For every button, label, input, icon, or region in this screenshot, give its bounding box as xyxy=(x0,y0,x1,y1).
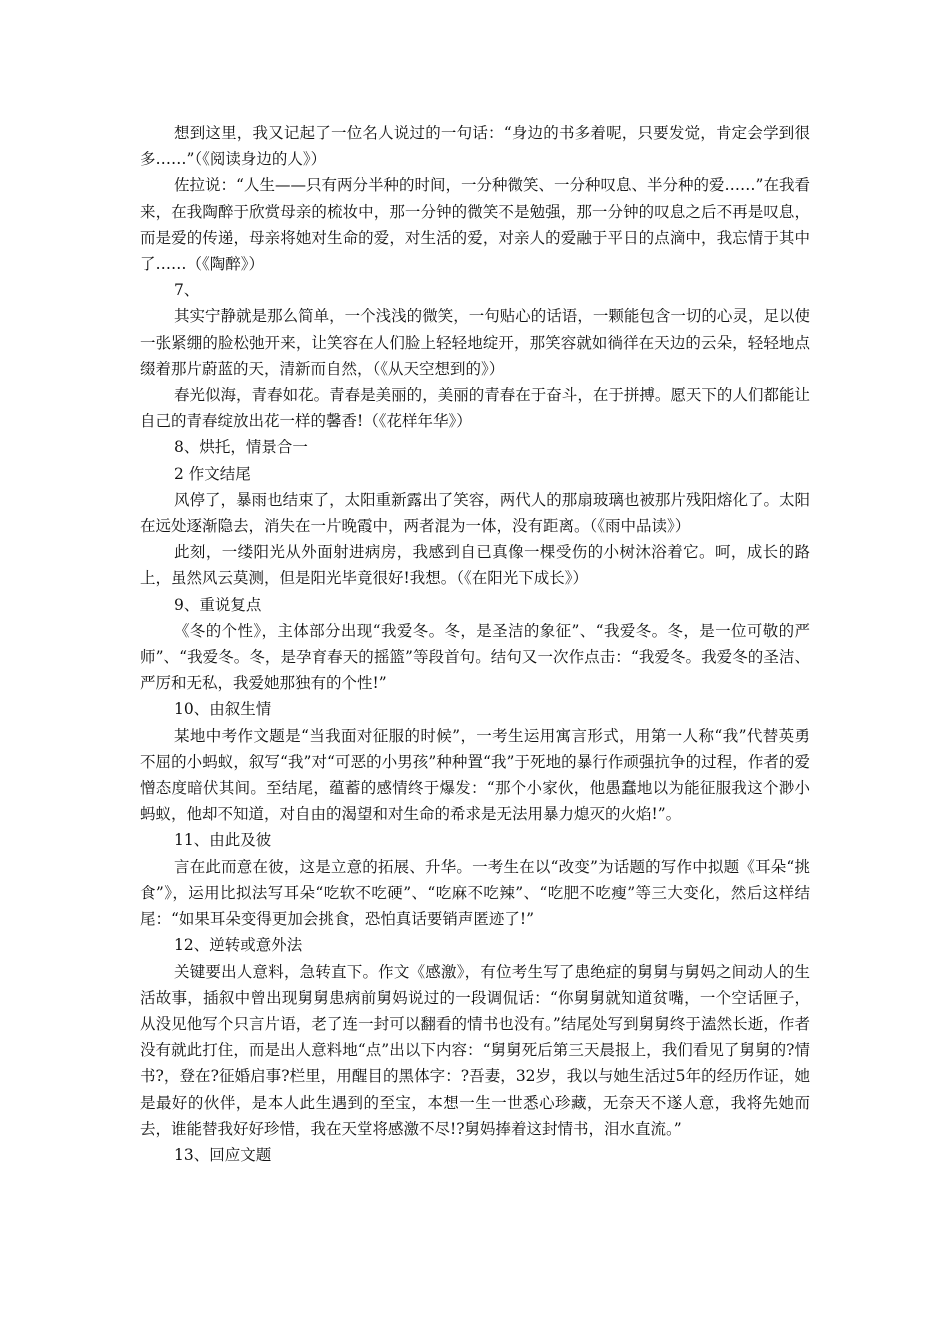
paragraph-tranquility: 其实宁静就是那么简单，一个浅浅的微笑，一句贴心的话语，一颗能包含一切的心灵，足以使一张紧绷的脸松弛开来，让笑容在人们脸上轻轻地绽开，那笑容就如徜徉在天边的云朵，轻轻地点缀着那片蔚蓝的天，清新而自然，（《从天空想到的》） xyxy=(140,307,810,378)
paragraph-zola-quote: 佐拉说：“人生——只有两分半种的时间，一分种微笑、一分种叹息、半分种的爱……”在我看来，在我陶醉于欣赏母亲的梳妆中，那一分钟的微笑不是勉强，那一分钟的叹息之后不再是叹息，而是爱的传递，母亲将她对生命的爱，对生活的爱，对亲人的爱融于平日的点滴中，我忘情于其中了……（《陶醉》） xyxy=(140,176,810,274)
section-heading-12: 12、逆转或意外法 xyxy=(174,936,303,955)
section-heading-13: 13、回应文题 xyxy=(174,1145,272,1164)
paragraph-youth: 春光似海，青春如花。青春是美丽的，美丽的青春在于奋斗，在于拼搏。愿天下的人们都能让自己的青春绽放出花一样的馨香!（《花样年华》） xyxy=(140,386,810,431)
paragraph-ears: 言在此而意在彼，这是立意的拓展、升华。一考生在以“改变”为话题的写作中拟题《耳朵“挑食”》，运用比拟法写耳朵“吃软不吃硬”、“吃麻不吃辣”、“吃肥不吃瘦”等三大变化，然后这样结尾：“如果耳朵变得更加会挑食，恐怕真话要销声匿迹了!” xyxy=(140,857,810,929)
paragraph-rain: 风停了，暴雨也结束了，太阳重新露出了笑容，两代人的那扇玻璃也被那片残阳熔化了。太阳在远处逐渐隐去，消失在一片晚霞中，两者混为一体，没有距离。（《雨中品读》） xyxy=(140,490,810,536)
section-heading-11: 11、由此及彼 xyxy=(174,831,272,850)
paragraph-gratitude: 关键要出人意料，急转直下。作文《感激》，有位考生写了患绝症的舅舅与舅妈之间动人的生活故事，插叙中曾出现舅舅患病前舅妈说过的一段调侃话：“你舅舅就知道贫嘴，一个空话匣子，从没见他写个只言片语，老了连一封可以翻看的情书也没有。”结尾处写到舅舅终于溘然长逝，作者没有就此打住，而是出人意料地“点”出以下内容：“舅舅死后第三天晨报上，我们看见了舅舅的?情书?，登在?征婚启事?栏里，用醒目的黑体字：?吾妻，32岁，我以与她生活过5年的经历作证，她是最好的伙伴，是本人此生遇到的至宝，本想一生一世悉心珍藏，无奈天不遂人意，我将先她而去，谁能替我好好珍惜，我在天堂将感激不尽!?舅妈捧着这封情书，泪水直流。” xyxy=(140,962,810,1138)
paragraph-ant: 某地中考作文题是“当我面对征服的时候”，一考生运用寓言形式，用第一人称“我”代替英勇不屈的小蚂蚁，叙写“我”对“可恶的小男孩”种种置“我”于死地的暴行作顽强抗争的过程，作者的爱憎态度暗伏其间。至结尾，蕴蓄的感情终于爆发：“那个小家伙，他愚蠢地以为能征服我这个渺小蚂蚁，他却不知道，对自由的渴望和对生命的希求是无法用暴力熄灭的火焰!”。 xyxy=(140,726,810,824)
section-heading-8: 8、烘托，情景合一 xyxy=(174,438,308,457)
paragraph-quote-reading: 想到这里，我又记起了一位名人说过的一句话：“身边的书多着呢，只要发觉，肯定会学到很多……”（《阅读身边的人》） xyxy=(140,124,810,169)
section-heading-9: 9、重说复点 xyxy=(174,595,262,614)
paragraph-sunlight: 此刻，一缕阳光从外面射进病房，我感到自已真像一棵受伤的小树沐浴着它。呵，成长的路上，虽然风云莫测，但是阳光毕竟很好!我想。（《在阳光下成长》） xyxy=(140,543,810,588)
paragraph-winter: 《冬的个性》，主体部分出现“我爱冬。冬，是圣洁的象征”、“我爱冬。冬，是一位可敬的严师”、“我爱冬。冬，是孕育春天的摇篮”等段首句。结句又一次作点击：“我爱冬。我爱冬的圣洁、严厉和无私，我爱她那独有的个性!” xyxy=(140,621,810,693)
section-heading-ending: 2 作文结尾 xyxy=(174,464,251,483)
section-heading-7: 7、 xyxy=(174,281,200,300)
section-heading-10: 10、由叙生情 xyxy=(174,700,272,719)
